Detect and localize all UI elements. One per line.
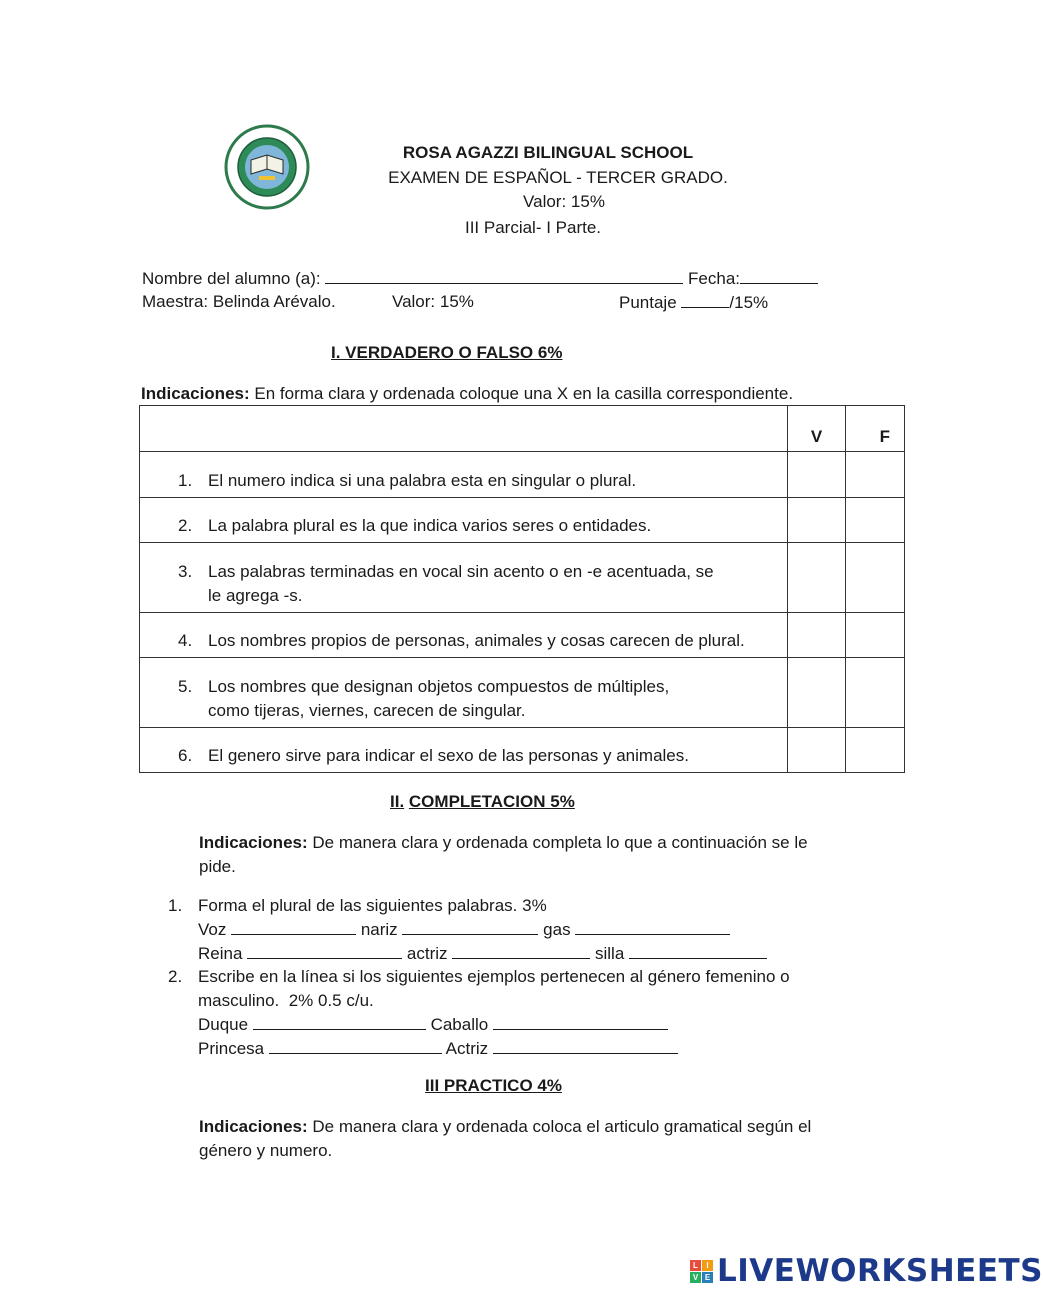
question-text: Las palabras terminadas en vocal sin acento o en -e acentuada, se le agrega -s. bbox=[208, 562, 714, 605]
student-name-label: Nombre del alumno (a): bbox=[142, 269, 321, 288]
true-checkbox[interactable] bbox=[788, 728, 846, 773]
date-label: Fecha: bbox=[688, 269, 741, 288]
student-info-row bbox=[142, 268, 818, 289]
table-row bbox=[140, 498, 905, 543]
false-checkbox[interactable] bbox=[846, 452, 905, 498]
question-number: 1. bbox=[168, 896, 183, 915]
exam-value: Valor: 15% bbox=[523, 192, 605, 211]
badge-letter: L bbox=[690, 1260, 701, 1271]
question-text: El genero sirve para indicar el sexo de las personas y animales. bbox=[208, 746, 689, 765]
section3-title: III PRACTICO 4% bbox=[425, 1076, 562, 1095]
plural-answer-field[interactable] bbox=[452, 943, 590, 959]
true-checkbox[interactable] bbox=[788, 543, 846, 613]
table-header-row bbox=[140, 406, 905, 452]
instructions-text: En forma clara y ordenada coloque una X en la casilla correspondiente. bbox=[254, 384, 794, 403]
badge-letter: I bbox=[702, 1260, 713, 1271]
school-logo bbox=[224, 124, 310, 210]
section2-instructions bbox=[199, 831, 839, 879]
true-false-table bbox=[139, 405, 905, 773]
liveworksheets-logo bbox=[690, 1253, 1043, 1289]
table-row bbox=[140, 728, 905, 773]
school-name: ROSA AGAZZI BILINGUAL SCHOOL bbox=[402, 143, 694, 162]
table-row bbox=[140, 613, 905, 658]
section1-number: I. bbox=[331, 343, 341, 362]
true-checkbox[interactable] bbox=[788, 498, 846, 543]
true-checkbox[interactable] bbox=[788, 613, 846, 658]
plural-answer-field[interactable] bbox=[231, 919, 356, 935]
plural-answer-field[interactable] bbox=[247, 943, 402, 959]
word-label: gas bbox=[543, 920, 571, 939]
live-badge-icon bbox=[690, 1260, 713, 1283]
word-label: Voz bbox=[198, 920, 227, 939]
instructions-text: De manera clara y ordenada completa lo que a continuación se le pide. bbox=[199, 833, 808, 876]
question-text: El numero indica si una palabra esta en singular o plural. bbox=[208, 471, 637, 490]
question-text: Los nombres que designan objetos compuestos de múltiples, como tijeras, viernes, carecen de singular. bbox=[208, 677, 670, 720]
instructions-text: De manera clara y ordenada coloca el articulo gramatical según el género y numero. bbox=[199, 1117, 812, 1160]
answer-line-row bbox=[198, 918, 868, 942]
section2-number: II. bbox=[390, 792, 405, 811]
word-label: Duque bbox=[198, 1015, 249, 1034]
question-number: 6. bbox=[178, 746, 193, 765]
score-label: Puntaje bbox=[619, 293, 677, 312]
completion-question-1 bbox=[168, 894, 868, 966]
question-number: 5. bbox=[178, 677, 193, 696]
column-false-header: F bbox=[846, 406, 905, 452]
answer-line-row bbox=[198, 1013, 868, 1037]
gender-answer-field[interactable] bbox=[253, 1014, 426, 1030]
word-label: Princesa bbox=[198, 1039, 265, 1058]
false-checkbox[interactable] bbox=[846, 543, 905, 613]
value-label: Valor: 15% bbox=[392, 292, 474, 311]
score-field[interactable] bbox=[681, 292, 729, 308]
question-text: Forma el plural de las siguientes palabras. 3% bbox=[198, 896, 547, 915]
exam-partial: III Parcial- I Parte. bbox=[464, 218, 602, 237]
date-field[interactable] bbox=[740, 268, 818, 284]
word-label: actriz bbox=[406, 944, 448, 963]
gender-answer-field[interactable] bbox=[269, 1038, 442, 1054]
section2-heading: COMPLETACION 5% bbox=[408, 792, 575, 811]
column-true-header: V bbox=[788, 406, 846, 452]
gender-answer-field[interactable] bbox=[493, 1038, 678, 1054]
section2-title bbox=[390, 792, 575, 812]
word-label: silla bbox=[594, 944, 625, 963]
instructions-label: Indicaciones: bbox=[141, 384, 250, 403]
word-label: Caballo bbox=[430, 1015, 489, 1034]
question-text: Los nombres propios de personas, animales y cosas carecen de plural. bbox=[208, 631, 745, 650]
word-label: nariz bbox=[360, 920, 398, 939]
plural-answer-field[interactable] bbox=[575, 919, 730, 935]
question-number: 4. bbox=[178, 631, 193, 650]
word-label: Reina bbox=[198, 944, 243, 963]
question-text: Escribe en la línea si los siguientes ejemplos pertenecen al género femenino o masculino. 2% 0.5 c/u. bbox=[198, 967, 795, 1010]
instructions-label: Indicaciones: bbox=[199, 1117, 308, 1136]
false-checkbox[interactable] bbox=[846, 613, 905, 658]
liveworksheets-brand: LIVEWORKSHEETS bbox=[717, 1253, 1043, 1289]
true-checkbox[interactable] bbox=[788, 452, 846, 498]
header-blank-cell bbox=[140, 406, 788, 452]
student-name-field[interactable] bbox=[325, 268, 683, 284]
answer-line-row bbox=[198, 942, 868, 966]
false-checkbox[interactable] bbox=[846, 658, 905, 728]
plural-answer-field[interactable] bbox=[402, 919, 538, 935]
true-checkbox[interactable] bbox=[788, 658, 846, 728]
question-number: 3. bbox=[178, 562, 193, 581]
false-checkbox[interactable] bbox=[846, 728, 905, 773]
section1-heading: VERDADERO O FALSO 6% bbox=[340, 343, 563, 362]
instructions-label: Indicaciones: bbox=[199, 833, 308, 852]
question-number: 2. bbox=[168, 967, 183, 986]
badge-letter: V bbox=[690, 1272, 701, 1283]
table-row bbox=[140, 452, 905, 498]
section1-instructions bbox=[141, 384, 793, 404]
teacher-label: Maestra: Belinda Arévalo. bbox=[142, 292, 336, 311]
plural-answer-field[interactable] bbox=[629, 943, 767, 959]
false-checkbox[interactable] bbox=[846, 498, 905, 543]
section3-instructions bbox=[199, 1115, 849, 1163]
completion-question-2 bbox=[168, 965, 868, 1061]
word-label: Actriz bbox=[445, 1039, 489, 1058]
score-row bbox=[619, 292, 768, 313]
question-number: 2. bbox=[178, 516, 193, 535]
question-text: La palabra plural es la que indica varios seres o entidades. bbox=[208, 516, 652, 535]
gender-answer-field[interactable] bbox=[493, 1014, 668, 1030]
badge-letter: E bbox=[702, 1272, 713, 1283]
answer-line-row bbox=[198, 1037, 868, 1061]
table-row bbox=[140, 658, 905, 728]
score-suffix: /15% bbox=[729, 293, 769, 312]
table-row bbox=[140, 543, 905, 613]
exam-title: EXAMEN DE ESPAÑOL - TERCER GRADO. bbox=[388, 168, 728, 187]
section1-title bbox=[331, 343, 562, 363]
question-number: 1. bbox=[178, 471, 193, 490]
